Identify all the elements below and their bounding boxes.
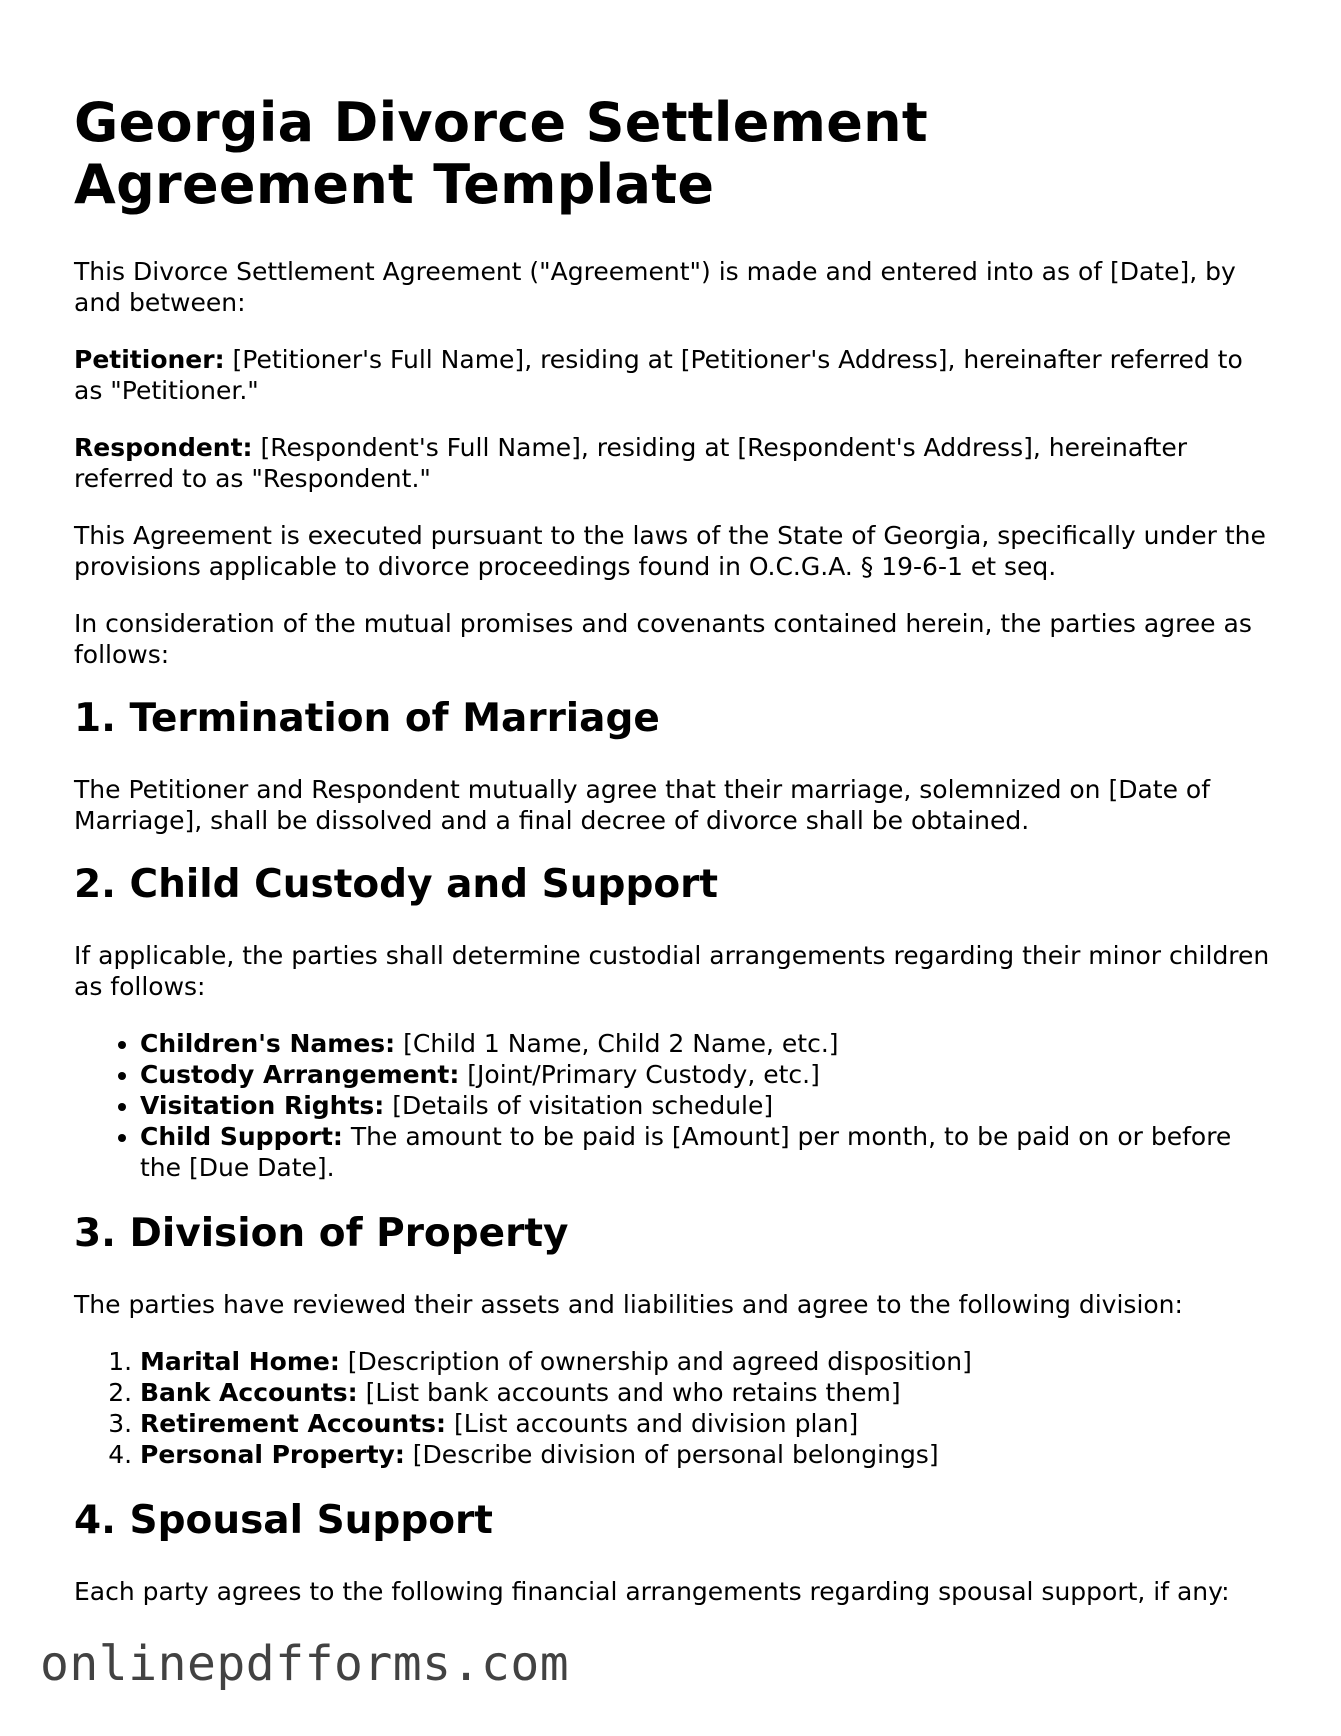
list-item	[140, 1028, 1274, 1059]
law-paragraph: This Agreement is executed pursuant to the laws of the State of Georgia, specifically under the provisions applicable to divorce proceedings found in O.C.G.A. § 19-6-1 et seq.	[74, 521, 1266, 581]
list-item	[140, 1408, 1274, 1439]
respondent-label: Respondent:	[74, 433, 253, 462]
list-item	[140, 1059, 1274, 1090]
petitioner-label: Petitioner:	[74, 345, 225, 374]
item-text: [Description of ownership and agreed disposition]	[339, 1347, 972, 1376]
document-page	[74, 92, 1274, 1633]
list-item	[140, 1377, 1274, 1408]
item-label: Personal Property:	[140, 1440, 405, 1469]
petitioner-text: [Petitioner's Full Name], residing at [Petitioner's Address], hereinafter referred to as "Petitioner."	[74, 345, 1243, 405]
item-label: Visitation Rights:	[140, 1091, 385, 1120]
item-text: [Describe division of personal belongings]	[404, 1440, 939, 1469]
custody-list	[74, 1028, 1274, 1183]
item-label: Retirement Accounts:	[140, 1409, 447, 1438]
item-text: The amount to be paid is [Amount] per month, to be paid on or before the [Due Date].	[140, 1122, 1232, 1182]
item-text: [Details of visitation schedule]	[384, 1091, 774, 1120]
item-text: [Joint/Primary Custody, etc.]	[459, 1060, 820, 1089]
section-4-heading: 4. Spousal Support	[74, 1498, 493, 1543]
section-1-body: The Petitioner and Respondent mutually agree that their marriage, solemnized on [Date of Marriage], shall be dissolved and a final decree of divorce shall be obtained.	[74, 775, 1211, 835]
item-label: Child Support:	[140, 1122, 343, 1151]
item-label: Children's Names:	[140, 1029, 396, 1058]
section-2-body: If applicable, the parties shall determine custodial arrangements regarding their minor children as follows:	[74, 941, 1270, 1001]
item-text: [List bank accounts and who retains them]	[357, 1378, 901, 1407]
property-list	[74, 1346, 1274, 1470]
list-item	[140, 1346, 1274, 1377]
item-label: Marital Home:	[140, 1347, 340, 1376]
section-4-body: Each party agrees to the following financial arrangements regarding spousal support, if any:	[74, 1577, 1230, 1606]
section-1-heading: 1. Termination of Marriage	[74, 696, 660, 741]
item-text: [Child 1 Name, Child 2 Name, etc.]	[395, 1029, 839, 1058]
respondent-paragraph	[74, 432, 1274, 494]
intro-paragraph: This Divorce Settlement Agreement ("Agreement") is made and entered into as of [Date], by and between:	[74, 257, 1236, 317]
section-3-heading: 3. Division of Property	[74, 1211, 569, 1256]
petitioner-paragraph	[74, 344, 1274, 406]
item-text: [List accounts and division plan]	[446, 1409, 859, 1438]
section-3-body: The parties have reviewed their assets and liabilities and agree to the following division:	[74, 1290, 1183, 1319]
list-item	[140, 1121, 1274, 1183]
item-label: Bank Accounts:	[140, 1378, 358, 1407]
consideration-paragraph: In consideration of the mutual promises and covenants contained herein, the parties agree as follows:	[74, 609, 1252, 669]
item-label: Custody Arrangement:	[140, 1060, 460, 1089]
watermark: onlinepdfforms.com	[40, 1636, 570, 1692]
document-title: Georgia Divorce Settlement Agreement Template	[74, 91, 929, 216]
list-item	[140, 1439, 1274, 1470]
section-2-heading: 2. Child Custody and Support	[74, 862, 719, 907]
respondent-text: [Respondent's Full Name], residing at [Respondent's Address], hereinafter referred to as "Respondent."	[74, 433, 1188, 493]
list-item	[140, 1090, 1274, 1121]
